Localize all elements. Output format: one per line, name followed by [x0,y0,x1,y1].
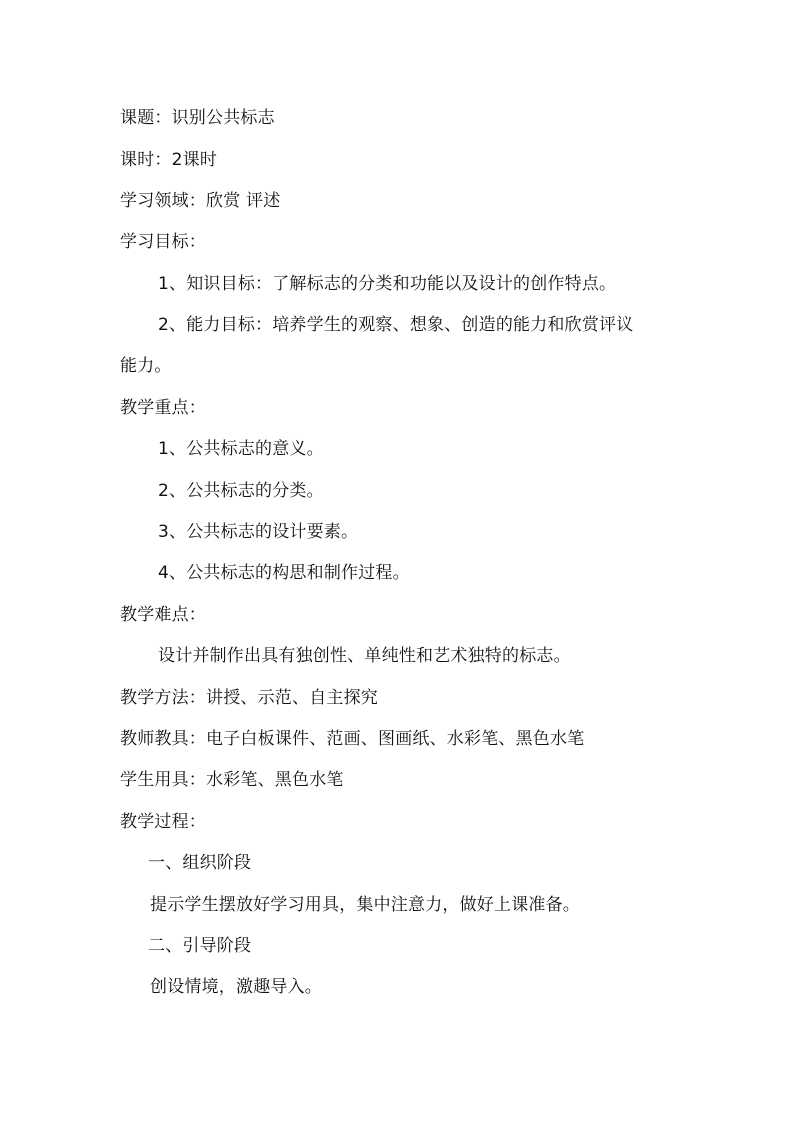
learning-domain: 学习领域：欣赏 评述 [120,191,281,211]
teaching-focus-item-2: 2、公共标志的分类。 [158,481,324,501]
teaching-difficulty-heading: 教学难点： [120,605,206,625]
objective-knowledge: 1、知识目标：了解标志的分类和功能以及设计的创作特点。 [158,274,617,294]
process-stage-1-text: 提示学生摆放好学习用具，集中注意力，做好上课准备。 [150,895,580,915]
student-materials: 学生用具：水彩笔、黑色水笔 [120,770,344,790]
teaching-difficulty-text: 设计并制作出具有独创性、单纯性和艺术独特的标志。 [158,646,571,666]
learning-objectives-heading: 学习目标： [120,232,206,252]
teaching-focus-heading: 教学重点： [120,398,206,418]
teaching-process-heading: 教学过程： [120,812,206,832]
process-stage-2-text: 创设情境，激趣导入。 [150,977,322,997]
process-stage-2-heading: 二、引导阶段 [148,936,252,956]
teaching-focus-item-1: 1、公共标志的意义。 [158,439,324,459]
teaching-focus-item-4: 4、公共标志的构思和制作过程。 [158,563,410,583]
objective-ability: 2、能力目标：培养学生的观察、想象、创造的能力和欣赏评议 [158,315,634,335]
objective-ability-continued: 能力。 [120,356,172,376]
teaching-focus-item-3: 3、公共标志的设计要素。 [158,522,359,542]
lesson-duration: 课时：2课时 [120,150,218,170]
teacher-materials: 教师教具：电子白板课件、范画、图画纸、水彩笔、黑色水笔 [120,729,585,749]
lesson-topic: 课题：识别公共标志 [120,108,275,128]
process-stage-1-heading: 一、组织阶段 [148,853,252,873]
teaching-methods: 教学方法：讲授、示范、自主探究 [120,688,378,708]
